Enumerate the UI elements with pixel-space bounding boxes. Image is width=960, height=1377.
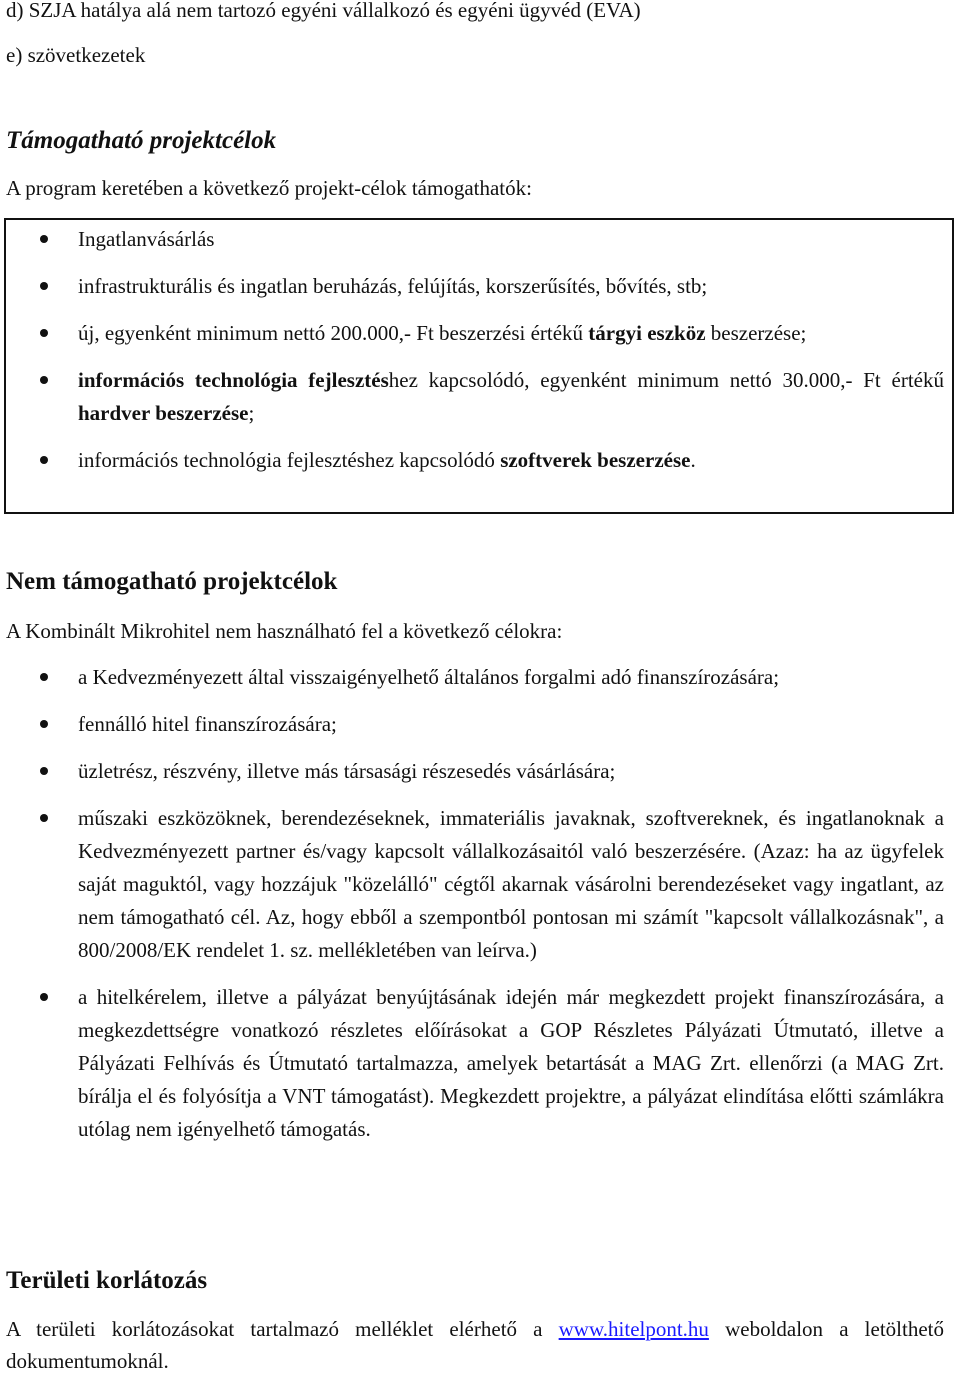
list-item: fennálló hitel finanszírozására; <box>0 708 960 741</box>
unsupported-heading: Nem támogatható projektcélok <box>6 568 338 595</box>
territorial-text: A területi korlátozásokat tartalmazó melléklet elérhető a www.hitelpont.hu weboldalon a letölthető dokumentumoknál. <box>6 1317 944 1373</box>
list-item: üzletrész, részvény, illetve más társasági részesedés vásárlására; <box>0 755 960 788</box>
supported-heading: Támogatható projektcélok <box>6 127 277 154</box>
bullet-icon <box>40 767 48 775</box>
list-item: információs technológia fejlesztéshez kapcsolódó szoftverek beszerzése. <box>0 444 960 477</box>
bullet-icon <box>40 235 48 243</box>
supported-lead: A program keretében a következő projekt-célok támogathatók: <box>6 176 532 200</box>
unsupported-lead: A Kombinált Mikrohitel nem használható fel a következő célokra: <box>6 619 563 643</box>
list-item: információs technológia fejlesztéshez kapcsolódó, egyenként minimum nettó 30.000,- Ft értékű hardver beszerzése; <box>0 364 960 430</box>
list-item-d: d) SZJA hatálya alá nem tartozó egyéni vállalkozó és egyéni ügyvéd (EVA) <box>6 0 641 22</box>
bullet-icon <box>40 456 48 464</box>
bullet-icon <box>40 376 48 384</box>
list-item: infrastrukturális és ingatlan beruházás, felújítás, korszerűsítés, bővítés, stb; <box>0 270 960 303</box>
bullet-icon <box>40 329 48 337</box>
list-item: műszaki eszközöknek, berendezéseknek, immateriális javaknak, szoftvereknek, és ingatlanoknak a Kedvezményezett partner és/vagy kapcsolt vállalkozásaitól való beszerzésére. (Azaz: ha az ügyfelek saját maguktól, vagy hozzájuk "közelálló" cégtől akarnak vásárolni berendezéseket vagy ingatlant, az nem támogatható cél. Az, hogy ebből a szempontból pontosan mi számít "kapcsolt vállalkozásnak", a 800/2008/EK rendelet 1. sz. mellékletében van leírva.) <box>0 802 960 967</box>
list-item: a Kedvezményezett által visszaigényelhető általános forgalmi adó finanszírozására; <box>0 661 960 694</box>
list-item-e: e) szövetkezetek <box>6 43 146 67</box>
bullet-icon <box>40 993 48 1001</box>
bullet-icon <box>40 720 48 728</box>
supported-list <box>0 223 960 477</box>
bullet-icon <box>40 814 48 822</box>
list-item: a hitelkérelem, illetve a pályázat benyújtásának idején már megkezdett projekt finanszírozására, a megkezdettségre vonatkozó részletes előírásokat a GOP Részletes Pályázati Útmutató, illetve a Pályázati Felhívás és Útmutató tartalmazza, amelyek betartását a MAG Zrt. ellenőrzi (a MAG Zrt. bírálja el és folyósítja a VNT támogatást). Megkezdett projektre, a pályázat elindítása előtti számlákra utólag nem igényelhető támogatás. <box>0 981 960 1146</box>
hitelpont-link[interactable]: www.hitelpont.hu <box>558 1317 709 1341</box>
territorial-heading: Területi korlátozás <box>6 1267 208 1294</box>
bullet-icon <box>40 282 48 290</box>
list-item: Ingatlanvásárlás <box>0 223 960 256</box>
unsupported-list <box>0 661 960 1146</box>
bullet-icon <box>40 673 48 681</box>
list-item: új, egyenként minimum nettó 200.000,- Ft beszerzési értékű tárgyi eszköz beszerzése; <box>0 317 960 350</box>
